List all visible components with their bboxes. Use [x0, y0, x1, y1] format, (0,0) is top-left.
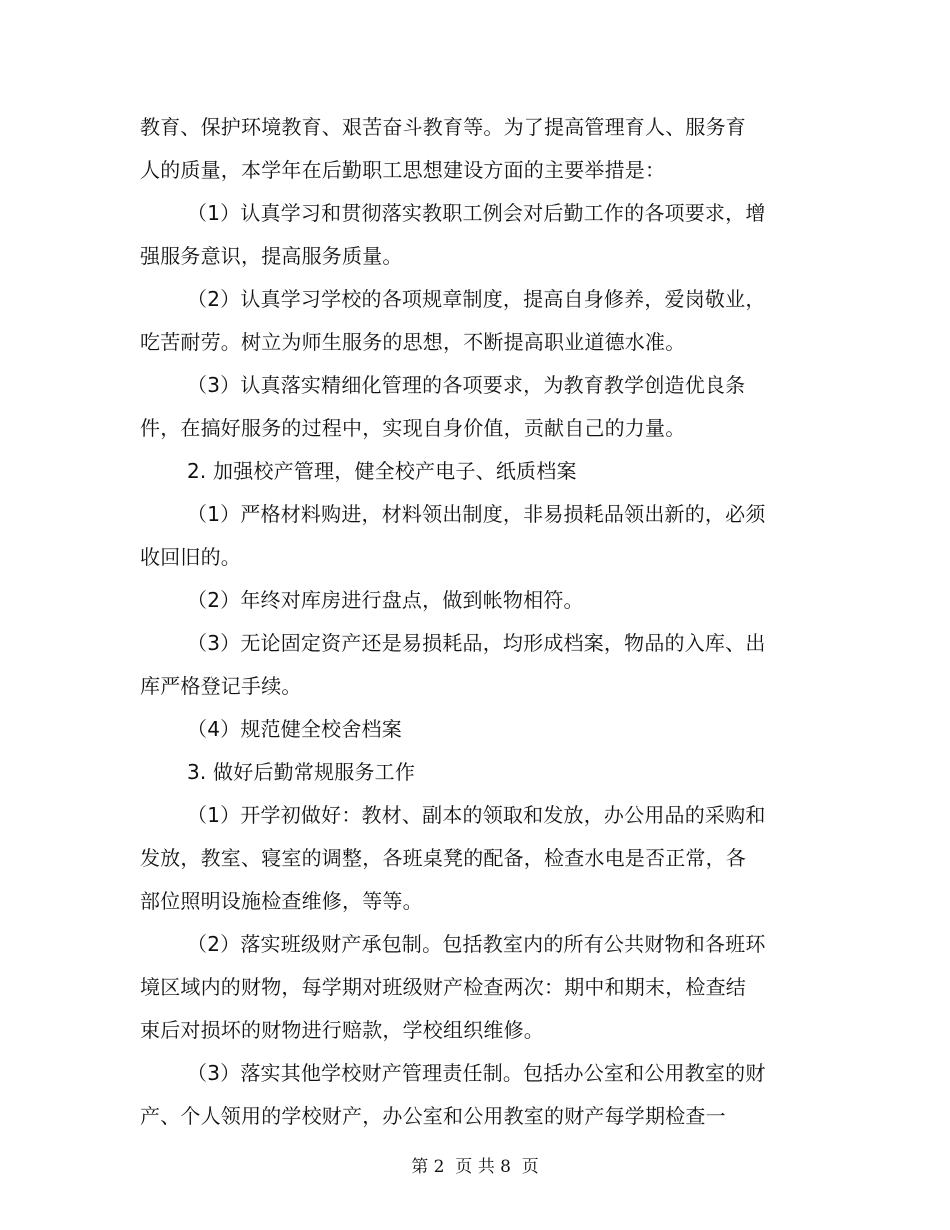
paragraph-line: 强服务意识，提高服务质量。: [140, 244, 403, 268]
paragraph-line: 吃苦耐劳。树立为师生服务的思想，不断提高职业道德水准。: [140, 330, 686, 354]
paragraph-line: 产、个人领用的学校财产，办公室和公用教室的财产每学期检查一: [140, 1104, 726, 1128]
paragraph-line: 部位照明设施检查维修，等等。: [140, 889, 423, 913]
list-item-line: （4）规范健全校舍档案: [187, 717, 402, 741]
page-number-footer: 第 2 页 共 8 页: [411, 1157, 539, 1177]
list-item-line: （2）认真学习学校的各项规章制度，提高自身修养，爱岗敬业，: [187, 287, 766, 311]
list-item-line: （2）落实班级财产承包制。包括教室内的所有公共财物和各班环: [187, 932, 766, 956]
paragraph-line: 件，在搞好服务的过程中，实现自身价值，贡献自己的力量。: [140, 416, 686, 440]
paragraph-line: 发放，教室、寝室的调整，各班桌凳的配备，检查水电是否正常，各: [140, 846, 746, 870]
list-item-line: （3）无论固定资产还是易损耗品，均形成档案，物品的入库、出: [187, 631, 766, 655]
list-item-line: （1）严格材料购进，材料领出制度，非易损耗品领出新的，必须: [187, 502, 766, 526]
paragraph-line: 库严格登记手续。: [140, 674, 302, 698]
paragraph-line: 束后对损坏的财物进行赔款，学校组织维修。: [140, 1018, 544, 1042]
paragraph-line: 教育、保护环境教育、艰苦奋斗教育等。为了提高管理育人、服务育: [140, 115, 746, 139]
section-heading: 2. 加强校产管理，健全校产电子、纸质档案: [187, 459, 577, 483]
list-item-line: （3）落实其他学校财产管理责任制。包括办公室和公用教室的财: [187, 1061, 766, 1085]
paragraph-line: 境区域内的财物，每学期对班级财产检查两次：期中和期末，检查结: [140, 975, 746, 999]
list-item-line: （1）认真学习和贯彻落实教职工例会对后勤工作的各项要求，增: [187, 201, 766, 225]
list-item-line: （2）年终对库房进行盘点，做到帐物相符。: [187, 588, 584, 612]
list-item-line: （3）认真落实精细化管理的各项要求，为教育教学创造优良条: [187, 373, 746, 397]
section-heading: 3. 做好后勤常规服务工作: [187, 760, 416, 784]
paragraph-line: 收回旧的。: [140, 545, 241, 569]
list-item-line: （1）开学初做好：教材、副本的领取和发放，办公用品的采购和: [187, 803, 766, 827]
paragraph-line: 人的质量，本学年在后勤职工思想建设方面的主要举措是：: [140, 158, 666, 182]
